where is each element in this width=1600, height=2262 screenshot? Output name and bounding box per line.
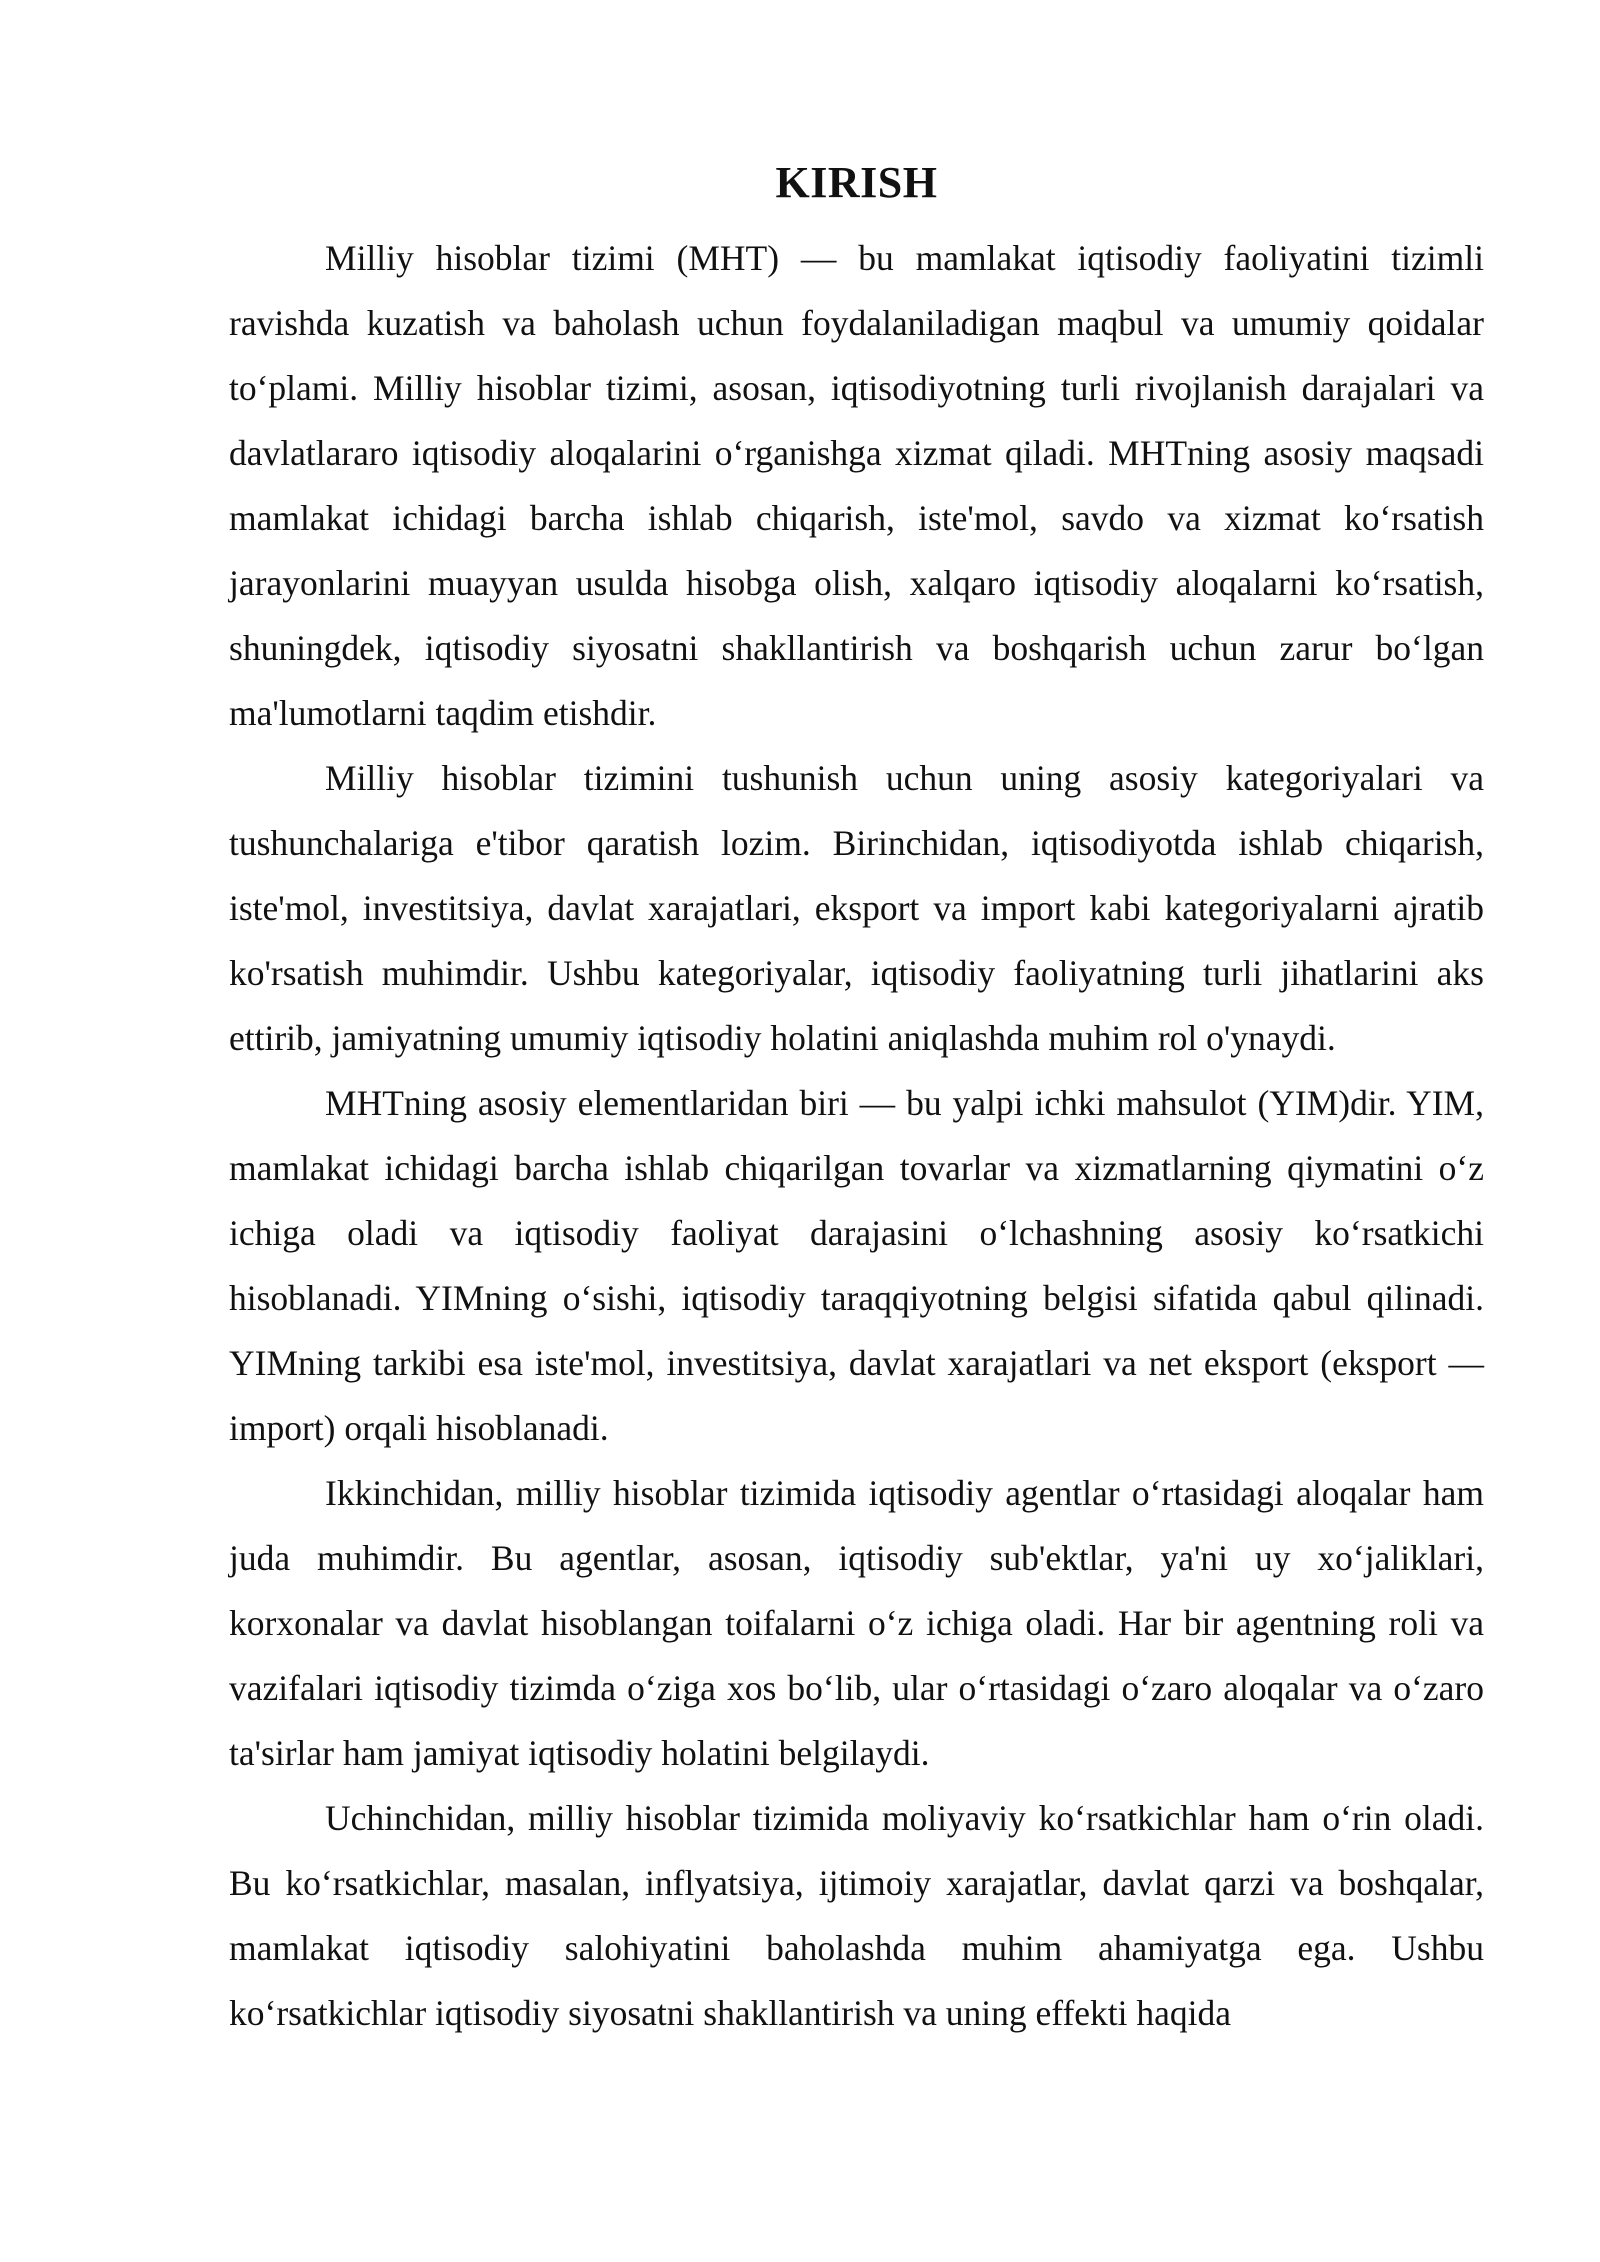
document-page	[229, 148, 1484, 2046]
paragraph-2: Milliy hisoblar tizimini tushunish uchun uning asosiy kategoriyalari va tushunchalariga e'tibor qaratish lozim. Birinchidan, iqtisodiyotda ishlab chiqarish, iste'mol, investitsiya, davlat xarajatlari, eksport va import kabi kategoriyalarni ajratib ko'rsatish muhimdir. Ushbu kategoriyalar, iqtisodiy faoliyatning turli jihatlarini aks ettirib, jamiyatning umumiy iqtisodiy holatini aniqlashda muhim rol o'ynaydi.	[229, 758, 1484, 1058]
page-title: KIRISH	[775, 158, 938, 207]
paragraph-3: MHTning asosiy elementlaridan biri — bu yalpi ichki mahsulot (YIM)dir. YIM, mamlakat ichidagi barcha ishlab chiqarilgan tovarlar va xizmatlarning qiymatini o‘z ichiga oladi va iqtisodiy faoliyat darajasini o‘lchashning asosiy ko‘rsatkichi hisoblanadi. YIMning o‘sishi, iqtisodiy taraqqiyotning belgisi sifatida qabul qilinadi. YIMning tarkibi esa iste'mol, investitsiya, davlat xarajatlari va net eksport (eksport — import) orqali hisoblanadi.	[229, 1083, 1484, 1448]
paragraph-5: Uchinchidan, milliy hisoblar tizimida moliyaviy ko‘rsatkichlar ham o‘rin oladi. Bu ko‘rsatkichlar, masalan, inflyatsiya, ijtimoiy xarajatlar, davlat qarzi va boshqalar, mamlakat iqtisodiy salohiyatini baholashda muhim ahamiyatga ega. Ushbu ko‘rsatkichlar iqtisodiy siyosatni shakllantirish va uning effekti haqida	[229, 1798, 1484, 2033]
paragraph-1: Milliy hisoblar tizimi (MHT) — bu mamlakat iqtisodiy faoliyatini tizimli ravishda kuzatish va baholash uchun foydalaniladigan maqbul va umumiy qoidalar to‘plami. Milliy hisoblar tizimi, asosan, iqtisodiyotning turli rivojlanish darajalari va davlatlararo iqtisodiy aloqalarini o‘rganishga xizmat qiladi. MHTning asosiy maqsadi mamlakat ichidagi barcha ishlab chiqarish, iste'mol, savdo va xizmat ko‘rsatish jarayonlarini muayyan usulda hisobga olish, xalqaro iqtisodiy aloqalarni ko‘rsatish, shuningdek, iqtisodiy siyosatni shakllantirish va boshqarish uchun zarur bo‘lgan ma'lumotlarni taqdim etishdir.	[229, 238, 1484, 733]
paragraph-4: Ikkinchidan, milliy hisoblar tizimida iqtisodiy agentlar o‘rtasidagi aloqalar ham juda muhimdir. Bu agentlar, asosan, iqtisodiy sub'ektlar, ya'ni uy xo‘jaliklari, korxonalar va davlat hisoblangan toifalarni o‘z ichiga oladi. Har bir agentning roli va vazifalari iqtisodiy tizimda o‘ziga xos bo‘lib, ular o‘rtasidagi o‘zaro aloqalar va o‘zaro ta'sirlar ham jamiyat iqtisodiy holatini belgilaydi.	[229, 1473, 1484, 1773]
